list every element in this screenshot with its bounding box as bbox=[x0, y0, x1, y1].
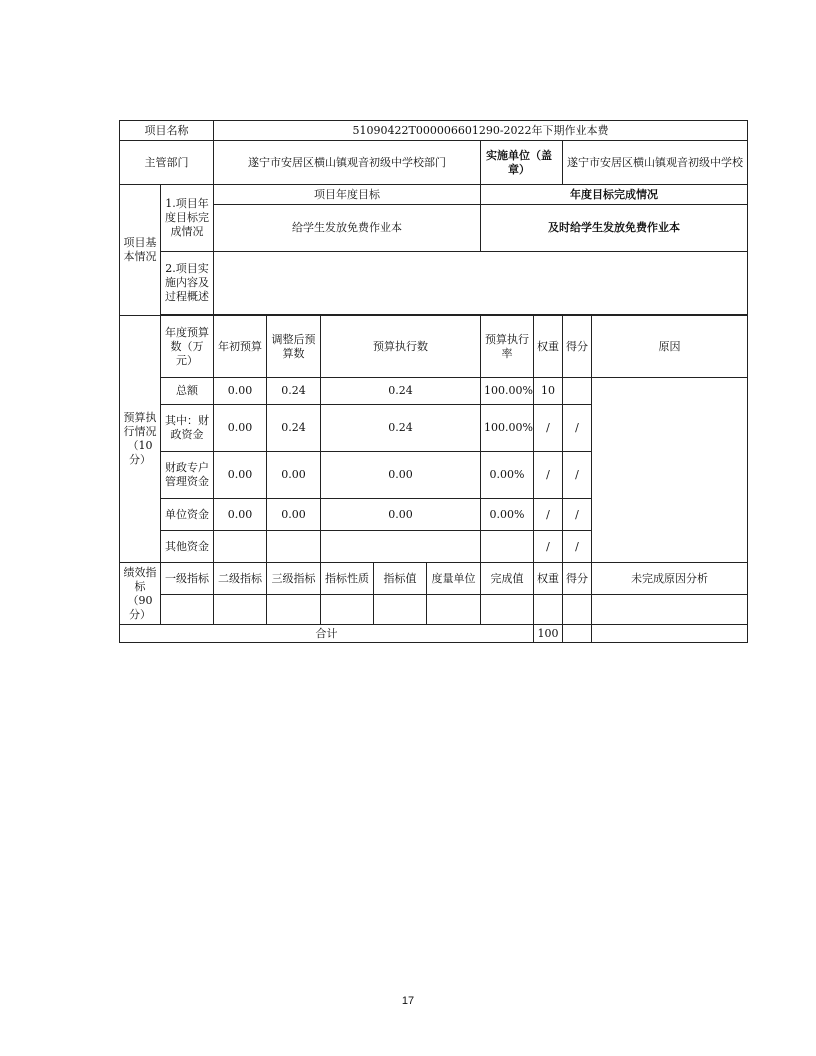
budget-row-label: 总额 bbox=[161, 378, 214, 405]
budget-row-rate: 0.00% bbox=[481, 452, 534, 499]
department-value: 遂宁市安居区横山镇观音初级中学校部门 bbox=[214, 141, 481, 185]
perf-cell bbox=[161, 595, 214, 625]
implementing-unit-label: 实施单位（盖章） bbox=[481, 141, 563, 185]
annual-goal-header: 项目年度目标 bbox=[214, 185, 481, 205]
budget-header-score: 得分 bbox=[563, 316, 592, 378]
budget-header-reason: 原因 bbox=[592, 316, 748, 378]
budget-row-executed bbox=[321, 531, 481, 563]
budget-row-adjusted: 0.24 bbox=[267, 405, 321, 452]
implementation-overview-label: 2.项目实施内容及过程概述 bbox=[161, 252, 214, 315]
implementation-overview-text bbox=[214, 252, 748, 315]
goal-status-text: 及时给学生发放免费作业本 bbox=[481, 205, 748, 252]
budget-row-weight: / bbox=[534, 531, 563, 563]
perf-header-value: 指标值 bbox=[374, 563, 427, 595]
perf-header-level3: 三级指标 bbox=[267, 563, 321, 595]
perf-header-weight: 权重 bbox=[534, 563, 563, 595]
perf-header-score: 得分 bbox=[563, 563, 592, 595]
budget-row-weight: / bbox=[534, 499, 563, 531]
performance-section-label: 绩效指标（90分） bbox=[120, 563, 161, 625]
budget-row-label: 其中：财政资金 bbox=[161, 405, 214, 452]
budget-row-weight: / bbox=[534, 405, 563, 452]
budget-header-adjusted: 调整后预算数 bbox=[267, 316, 321, 378]
total-reason-cell bbox=[592, 625, 748, 643]
project-name-value: 51090422T000006601290-2022年下期作业本费 bbox=[214, 121, 748, 141]
budget-row-adjusted: 0.24 bbox=[267, 378, 321, 405]
perf-cell bbox=[321, 595, 374, 625]
budget-row-rate: 100.00% bbox=[481, 405, 534, 452]
page-number: 17 bbox=[401, 995, 415, 1007]
budget-row-score: / bbox=[563, 405, 592, 452]
budget-row-label: 单位资金 bbox=[161, 499, 214, 531]
goal-status-header: 年度目标完成情况 bbox=[481, 185, 748, 205]
budget-row-rate: 100.00% bbox=[481, 378, 534, 405]
budget-row-weight: 10 bbox=[534, 378, 563, 405]
perf-cell bbox=[374, 595, 427, 625]
budget-header-weight: 权重 bbox=[534, 316, 563, 378]
budget-row-label: 其他资金 bbox=[161, 531, 214, 563]
perf-header-done: 完成值 bbox=[481, 563, 534, 595]
budget-header-rate: 预算执行率 bbox=[481, 316, 534, 378]
budget-section-label: 预算执行情况（10分） bbox=[120, 316, 161, 563]
perf-header-level1: 一级指标 bbox=[161, 563, 214, 595]
budget-row-score: / bbox=[563, 531, 592, 563]
perf-cell bbox=[481, 595, 534, 625]
perf-cell bbox=[563, 595, 592, 625]
budget-header-annual: 年度预算数（万元） bbox=[161, 316, 214, 378]
total-weight: 100 bbox=[534, 625, 563, 643]
perf-cell bbox=[592, 595, 748, 625]
budget-row-adjusted: 0.00 bbox=[267, 452, 321, 499]
project-name-label: 项目名称 bbox=[120, 121, 214, 141]
perf-header-reason: 未完成原因分析 bbox=[592, 563, 748, 595]
budget-row-executed: 0.24 bbox=[321, 405, 481, 452]
budget-row-initial: 0.00 bbox=[214, 405, 267, 452]
budget-row-adjusted bbox=[267, 531, 321, 563]
budget-row-initial: 0.00 bbox=[214, 499, 267, 531]
budget-row-weight: / bbox=[534, 452, 563, 499]
total-score bbox=[563, 625, 592, 643]
annual-goal-text: 给学生发放免费作业本 bbox=[214, 205, 481, 252]
perf-cell bbox=[267, 595, 321, 625]
budget-header-initial: 年初预算 bbox=[214, 316, 267, 378]
department-label: 主管部门 bbox=[120, 141, 214, 185]
budget-row-score: / bbox=[563, 452, 592, 499]
budget-row-adjusted: 0.00 bbox=[267, 499, 321, 531]
perf-header-level2: 二级指标 bbox=[214, 563, 267, 595]
budget-header-executed: 预算执行数 bbox=[321, 316, 481, 378]
perf-header-nature: 指标性质 bbox=[321, 563, 374, 595]
budget-row-label: 财政专户管理资金 bbox=[161, 452, 214, 499]
budget-row-executed: 0.00 bbox=[321, 499, 481, 531]
annual-goal-label: 1.项目年度目标完成情况 bbox=[161, 185, 214, 252]
budget-row-score: / bbox=[563, 499, 592, 531]
budget-reason-cell bbox=[592, 378, 748, 563]
budget-row-initial: 0.00 bbox=[214, 452, 267, 499]
total-label: 合计 bbox=[120, 625, 534, 643]
budget-row-executed: 0.24 bbox=[321, 378, 481, 405]
budget-row-executed: 0.00 bbox=[321, 452, 481, 499]
basic-info-section-label: 项目基本情况 bbox=[120, 185, 161, 316]
perf-cell bbox=[214, 595, 267, 625]
budget-row-rate bbox=[481, 531, 534, 563]
perf-cell bbox=[534, 595, 563, 625]
budget-row-initial bbox=[214, 531, 267, 563]
performance-evaluation-table bbox=[119, 120, 748, 643]
budget-row-score bbox=[563, 378, 592, 405]
budget-row-rate: 0.00% bbox=[481, 499, 534, 531]
budget-row-initial: 0.00 bbox=[214, 378, 267, 405]
implementing-unit-value: 遂宁市安居区横山镇观音初级中学校 bbox=[563, 141, 748, 185]
perf-header-unit: 度量单位 bbox=[427, 563, 481, 595]
perf-cell bbox=[427, 595, 481, 625]
